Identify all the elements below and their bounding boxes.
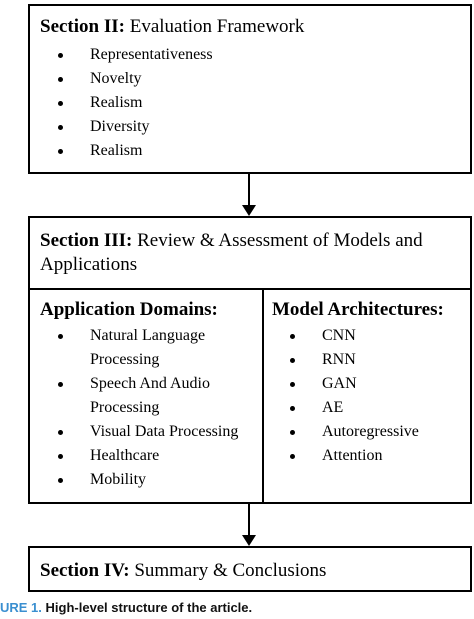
list-item: Natural Language Processing <box>40 324 260 372</box>
caption-text: High-level structure of the article. <box>45 600 253 615</box>
bullet-icon <box>58 125 63 130</box>
arrow-line-2 <box>248 504 250 538</box>
application-domains-list <box>40 324 260 492</box>
bullet-icon <box>58 77 63 82</box>
list-item: AE <box>272 396 468 420</box>
figure-number: URE 1. <box>0 600 42 615</box>
list-item: Autoregressive <box>272 420 468 444</box>
model-architectures-heading: Model Architectures: <box>272 299 444 320</box>
arrow-down-icon <box>242 205 256 216</box>
arrow-down-icon <box>242 535 256 546</box>
bullet-icon <box>290 430 295 435</box>
section-4-title-text: Summary & Conclusions <box>134 560 327 581</box>
bullet-icon <box>290 382 295 387</box>
bullet-icon <box>58 334 63 339</box>
section-4-label: Section IV: <box>40 560 130 581</box>
bullet-icon <box>290 406 295 411</box>
list-item: Attention <box>272 444 468 468</box>
bullet-icon <box>58 382 63 387</box>
list-item: GAN <box>272 372 468 396</box>
section-4-title <box>40 559 326 583</box>
list-item: Healthcare <box>40 444 260 468</box>
section-2-label: Section II: <box>40 16 125 37</box>
bullet-icon <box>290 454 295 459</box>
section-3-box <box>28 216 472 504</box>
section-2-title-text: Evaluation Framework <box>129 16 305 37</box>
section-3-label: Section III: <box>40 230 133 251</box>
application-domains-column <box>30 290 262 502</box>
arrow-line-1 <box>248 174 250 208</box>
list-item: RNN <box>272 348 468 372</box>
figure-caption <box>0 600 252 615</box>
bullet-icon <box>58 430 63 435</box>
bullet-icon <box>290 358 295 363</box>
list-item: Realism <box>40 91 462 115</box>
model-architectures-column <box>264 290 470 502</box>
model-architectures-list <box>272 324 468 468</box>
list-item: Realism <box>40 139 462 163</box>
list-item: Representativeness <box>40 43 462 67</box>
section-4-box <box>28 546 472 592</box>
section-2-title <box>40 15 304 39</box>
list-item: CNN <box>272 324 468 348</box>
bullet-icon <box>58 454 63 459</box>
list-item: Mobility <box>40 468 260 492</box>
section-3-title <box>40 229 462 277</box>
section-2-list <box>40 43 462 163</box>
bullet-icon <box>290 334 295 339</box>
bullet-icon <box>58 53 63 58</box>
bullet-icon <box>58 149 63 154</box>
list-item: Visual Data Processing <box>40 420 260 444</box>
section-2-box <box>28 4 472 174</box>
list-item: Novelty <box>40 67 462 91</box>
list-item: Diversity <box>40 115 462 139</box>
bullet-icon <box>58 101 63 106</box>
list-item: Speech And Audio Processing <box>40 372 260 420</box>
application-domains-heading: Application Domains: <box>40 299 218 320</box>
bullet-icon <box>58 478 63 483</box>
section-3-title-text: Review & Assessment of Models and Applications <box>40 230 423 275</box>
